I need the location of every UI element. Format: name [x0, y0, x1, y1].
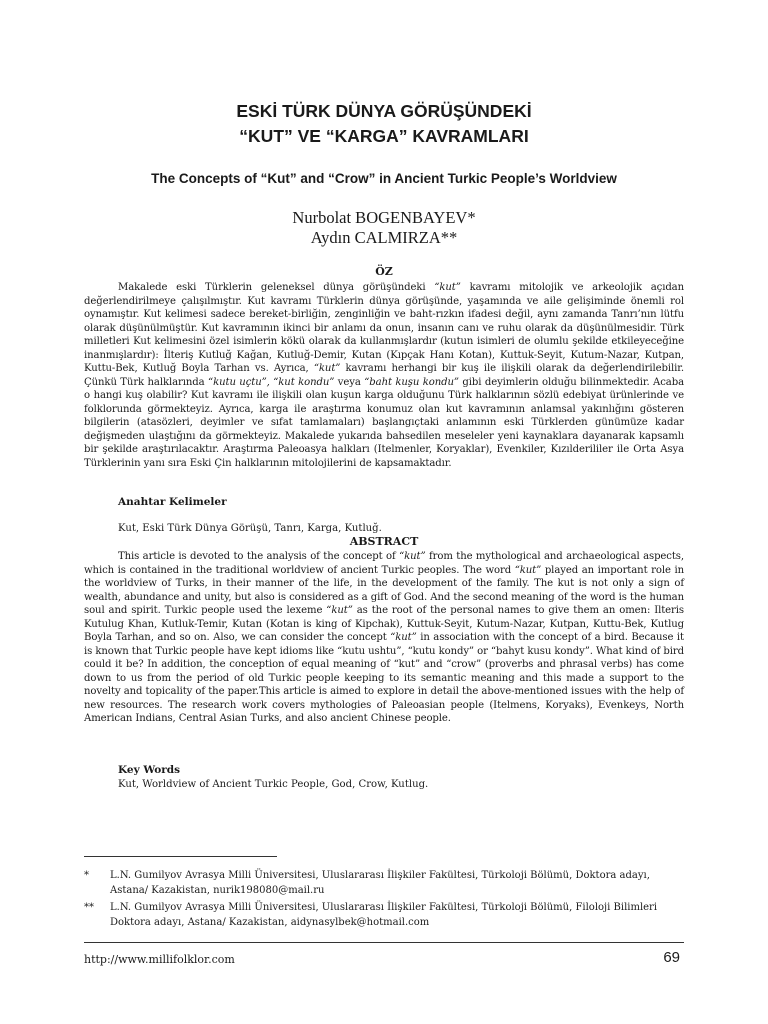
oz-keywords: Kut, Eski Türk Dünya Görüşü, Tanrı, Karga, Kutluğ. — [118, 523, 382, 534]
author-1: Nurbolat BOGENBAYEV* — [292, 208, 476, 227]
oz-keywords-heading: Anahtar Kelimeler — [118, 496, 227, 508]
title-line-1: ESKİ TÜRK DÜNYA GÖRÜŞÜNDEKİ — [236, 101, 532, 121]
article-title — [84, 99, 684, 149]
footnote-1 — [84, 868, 684, 898]
footnotes — [84, 868, 684, 932]
footnote-mark: ** — [84, 902, 94, 913]
page-number: 69 — [663, 949, 680, 966]
footnote-text: L.N. Gumilyov Avrasya Milli Üniversitesi, Uluslararası İlişkiler Fakültesi, Türkoloji Bölümü, Filoloji Bilimleri Doktora adayı, Astana/ Kazakistan, aidynasylbek@hotmail.com — [110, 902, 658, 928]
journal-url-link[interactable]: http://www.millifolklor.com — [84, 953, 235, 966]
abstract-heading: ABSTRACT — [349, 535, 419, 548]
title-line-2: “KUT” VE “KARGA” KAVRAMLARI — [239, 126, 529, 146]
footnote-mark: * — [84, 870, 89, 881]
footnote-text: L.N. Gumilyov Avrasya Milli Üniversitesi, Uluslararası İlişkiler Fakültesi, Türkoloji Bölümü, Doktora adayı, Astana/ Kazakistan, nurik198080@mail.ru — [110, 870, 650, 896]
footnote-2 — [84, 900, 684, 930]
abstract-paragraph: This article is devoted to the analysis of the concept of “kut” from the mythological and archaeological aspects, which is contained in the traditional worldview of ancient Turkic peoples. The word “kut” played an important role in the worldview of Turks, in their manner of the life, in the development of the family. The kut is not only a sign of wealth, abundance and unity, but also is considered as a gift of God. And the second meaning of the word is the human soul and spirit. Turkic people used the lexeme “kut” as the root of the personal names to give them an omen: Ilteris Kutulug Khan, Kutluk-Temir, Kutan (Kotan is king of Kipchak), Kuttuk-Seyit, Kutum-Nazar, Kutpan, Kuttu-Bek, Kutlug Boyla Tarhan, and so on. Also, we can consider the concept “kut” in association with the concept of a bird. Because it is known that Turkic people have kept idioms like “kutu ushtu”, “kutu kondy” or “bahyt kusu kondy”. What kind of bird could it be? In addition, the conception of equal meaning of “kut” and “crow” (proverbs and phrasal verbs) has come down to us from the period of old Turkic people keeping to its semantic meaning and this made a support to the novelty and topicality of the paper.This article is aimed to explore in detail the above-mentioned issues with the help of new resources. The research work covers mythologies of Paleoasian people (Itelmens, Koryaks), Evenkeys, North American Indians, Central Asian Turks, and also ancient Chinese people. — [84, 551, 685, 724]
oz-paragraph: Makalede eski Türklerin geleneksel dünya görüşündeki “kut” kavramı mitolojik ve arkeolojik açıdan değerlendirilmeye çalışılmıştır. Kut kavramı Türklerin dünya görüşünde, yaşamında ve aile gelişiminde önemli rol oynamıştır. Kut kelimesi sadece bereket-birliğin, zenginliğin ve baht-rızkın ifadesi değil, aynı zamanda Tanrı’nın lütfu olarak düşünülmüştür. Kut kavramının ikinci bir anlamı da onun, insanın canı ve ruhu olarak da düşünülmesidir. Türk milletleri Kut kelimesini özel isimlerin kökü olarak da kullanmışlardır (kutun isimleri de olumlu şekilde etkileyeceğine inanmışlardır): İlteriş Kutluğ Kağan, Kutluğ-Demir, Kutan (Kıpçak Hanı Kotan), Kuttuk-Seyit, Kutum-Nazar, Kutpan, Kuttu-Bek, Kutluğ Boyla Tarhan vs. Ayrıca, “kut” kavramı herhangi bir kuş ile ilişkili olarak da değerlendirilebilir. Çünkü Türk halklarında “kutu uçtu”, “kut kondu” veya “baht kuşu kondu” gibi deyimlerin olduğu bilinmektedir. Acaba o hangi kuş olabilir? Kut kavramı ile ilişkili olan kuşun karga olduğunu Türk halklarının sözlü edebiyat ürünlerinde ve folklorunda görmekteyiz. Ayrıca, karga ile araştırma konumuz olan kut kavramının anlamsal yakınlığını gösteren bilgilerin (atasözleri, deyimler ve sıfat tamlamaları) başlangıçtaki anlamının eski Türklerden günümüze kadar değişmeden ulaştığını da görmekteyiz. Makalede yukarıda bahsedilen meseleler yeni kaynaklara dayanarak kapsamlı bir şekilde araştırılacaktır. Araştırma Paleoasya halkları (Itelmenler, Koryaklar), Evenkiler, Kızılderililer ile Orta Asya Türklerinin yanı sıra Eski Çin halklarının mitolojilerini de kapsamaktadır. — [84, 282, 685, 469]
oz-body — [84, 281, 684, 470]
footer-divider — [84, 942, 684, 943]
footnote-divider — [84, 856, 277, 857]
abstract-keywords: Kut, Worldview of Ancient Turkic People, God, Crow, Kutlug. — [118, 779, 429, 790]
abstract-body — [84, 550, 684, 726]
author-list — [84, 208, 684, 248]
oz-heading: ÖZ — [375, 265, 393, 278]
article-page — [84, 0, 684, 1024]
abstract-keywords-heading: Key Words — [118, 764, 181, 776]
author-2: Aydın CALMIRZA** — [310, 228, 458, 247]
english-title: The Concepts of “Kut” and “Crow” in Ancient Turkic People’s Worldview — [151, 171, 617, 186]
